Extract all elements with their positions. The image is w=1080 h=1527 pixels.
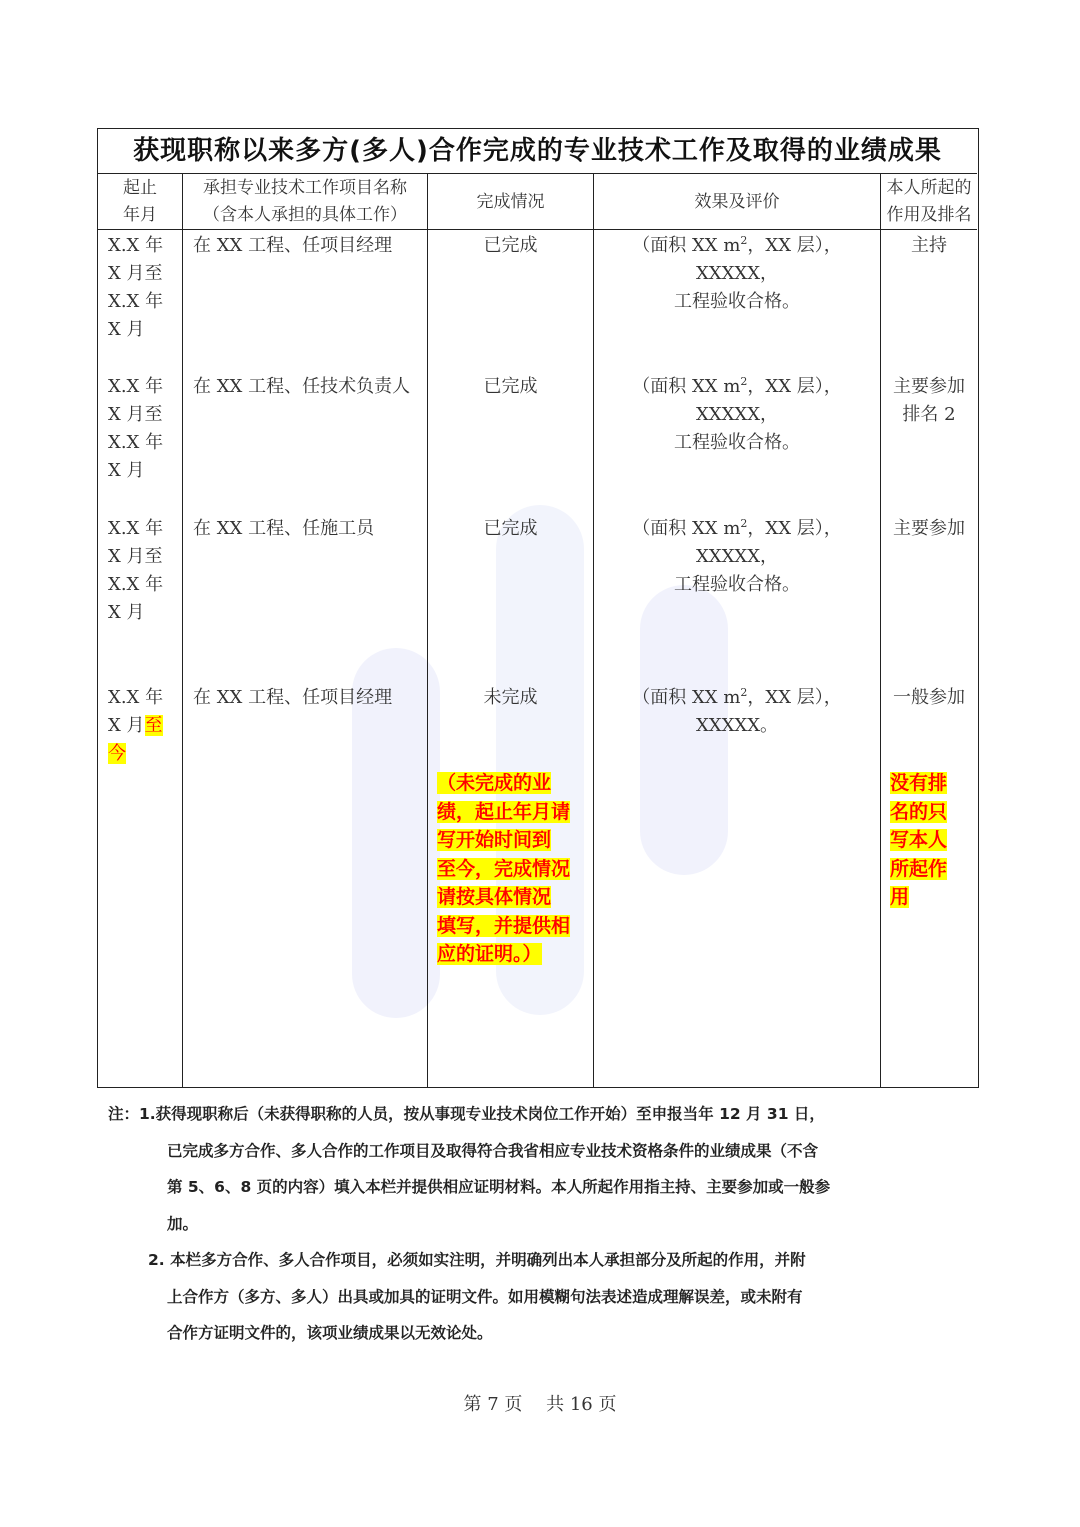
header-divider [98, 229, 977, 230]
column-divider [182, 174, 183, 1087]
row2-effect: （面积 XX $m^2$，XX 层），XXXXX， 工程验收合格。 [632, 375, 842, 453]
row2-role: 主要参加 排名 2 [893, 376, 965, 425]
row2-project: 在 XX 工程、任技术负责人 [193, 376, 411, 397]
header-role: 本人所起的 作用及排名 [886, 178, 972, 225]
header-status: 完成情况 [476, 191, 545, 212]
row4-project: 在 XX 工程、任项目经理 [193, 687, 393, 708]
row3-period: X.X 年 X 月至 X.X 年 X 月 [108, 518, 164, 623]
role-instruction-note: 没有排 名的只 写本人 所起作 用 [890, 772, 948, 908]
row2-status: 已完成 [483, 376, 538, 397]
row1-role: 主持 [911, 235, 947, 256]
column-divider [880, 174, 881, 1087]
row1-project: 在 XX 工程、任项目经理 [193, 235, 393, 256]
row3-effect: （面积 XX $m^2$，XX 层），XXXXX， 工程验收合格。 [632, 517, 842, 595]
header-effect: 效果及评价 [694, 191, 780, 212]
row4-status: 未完成 [483, 687, 538, 708]
row3-role: 主要参加 [893, 518, 965, 539]
form-notes: 注：1.获得现职称后（未获得职称的人员，按从事现专业技术岗位工作开始）至申报当年 12 月 31 日， 已完成多方合作、多人合作的工作项目及取得符合我省相应专业技术资格条件的业绩成果（不含 第 5、6、8 页的内容）填入本栏并提供相应证明材料。本人所起作用指主持、主要参加或一般参 加。 2. 本栏多方合作、多人合作项目，必须如实注明，并明确列出本人承担部分及所起的作用，并附 上合作方（多方、多人）出具或加具的证明文件。如用模糊句法表述造成理解误差，或未附有 合作方证明文件的，该项业绩成果以无效论处。 [108, 1105, 831, 1342]
row4-period: X.X 年 X 月至 今 [108, 687, 164, 764]
status-instruction-note: （未完成的业 绩，起止年月请 写开始时间到 至今，完成情况 请按具体情况 填写，并提供相 应的证明。） [437, 772, 571, 965]
page-number: 第 7 页 共 16 页 [463, 1394, 617, 1415]
achievement-table [97, 128, 979, 1088]
row2-period: X.X 年 X 月至 X.X 年 X 月 [108, 376, 164, 481]
table-title: 获现职称以来多方(多人)合作完成的专业技术工作及取得的业绩成果 [98, 129, 977, 174]
row1-period: X.X 年 X 月至 X.X 年 X 月 [108, 235, 164, 340]
row3-status: 已完成 [483, 518, 538, 539]
row3-project: 在 XX 工程、任施工员 [193, 518, 375, 539]
header-period: 起止 年月 [123, 178, 157, 225]
column-divider [427, 174, 428, 1087]
row4-effect: （面积 XX $m^2$，XX 层）， XXXXX。 [632, 686, 842, 736]
header-project: 承担专业技术工作项目名称 （含本人承担的具体工作） [203, 178, 407, 225]
row4-role: 一般参加 [893, 687, 965, 708]
row1-effect: （面积 XX $m^2$，XX 层），XXXXX， 工程验收合格。 [632, 234, 842, 312]
row1-status: 已完成 [483, 235, 538, 256]
